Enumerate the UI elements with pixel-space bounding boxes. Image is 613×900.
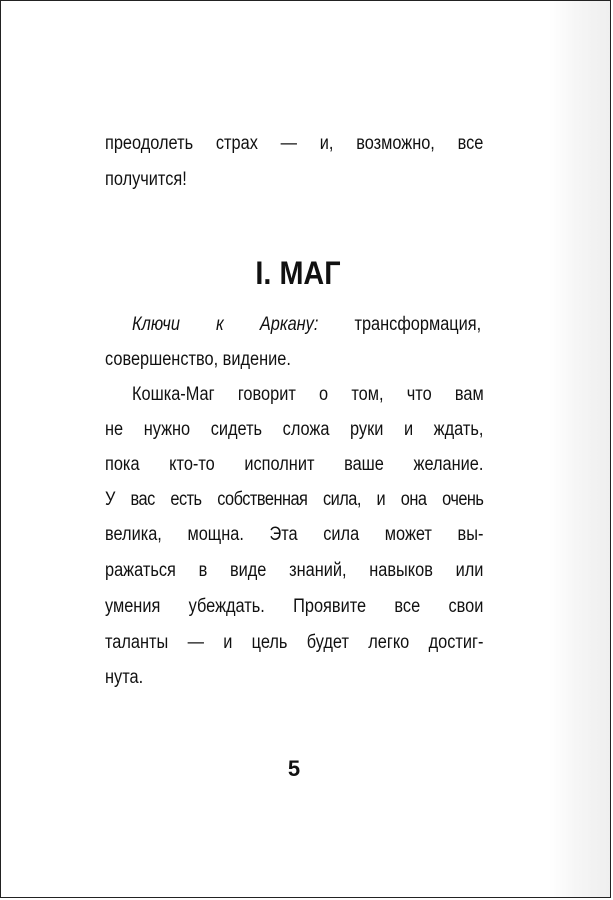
intro-line: получится! — [105, 169, 187, 190]
body-line: нута. — [105, 667, 144, 688]
body-line: пока кто-то исполнит ваше желание. — [105, 454, 484, 475]
body-line: Кошка-Маг говорит о том, что вам — [132, 384, 484, 405]
body-line: велика, мощна. Эта сила может вы- — [105, 524, 484, 545]
section-title: I. МАГ — [255, 255, 341, 291]
page-number: 5 — [287, 756, 301, 781]
body-line: У вас есть собственная сила, и она очень — [105, 489, 484, 510]
keys-text: трансформация, — [318, 314, 482, 335]
keys-line — [132, 313, 481, 337]
intro-line: преодолеть страх — и, возможно, все — [105, 133, 484, 154]
body-line: умения убеждать. Проявите все свои — [105, 596, 484, 617]
keys-label: Ключи к Аркану: — [132, 314, 319, 335]
body-line: таланты — и цель будет легко достиг- — [105, 632, 484, 653]
body-line: ражаться в виде знаний, навыков или — [105, 560, 484, 581]
body-line: не нужно сидеть сложа руки и ждать, — [105, 419, 484, 440]
keys-continuation: совершенство, видение. — [105, 349, 291, 370]
